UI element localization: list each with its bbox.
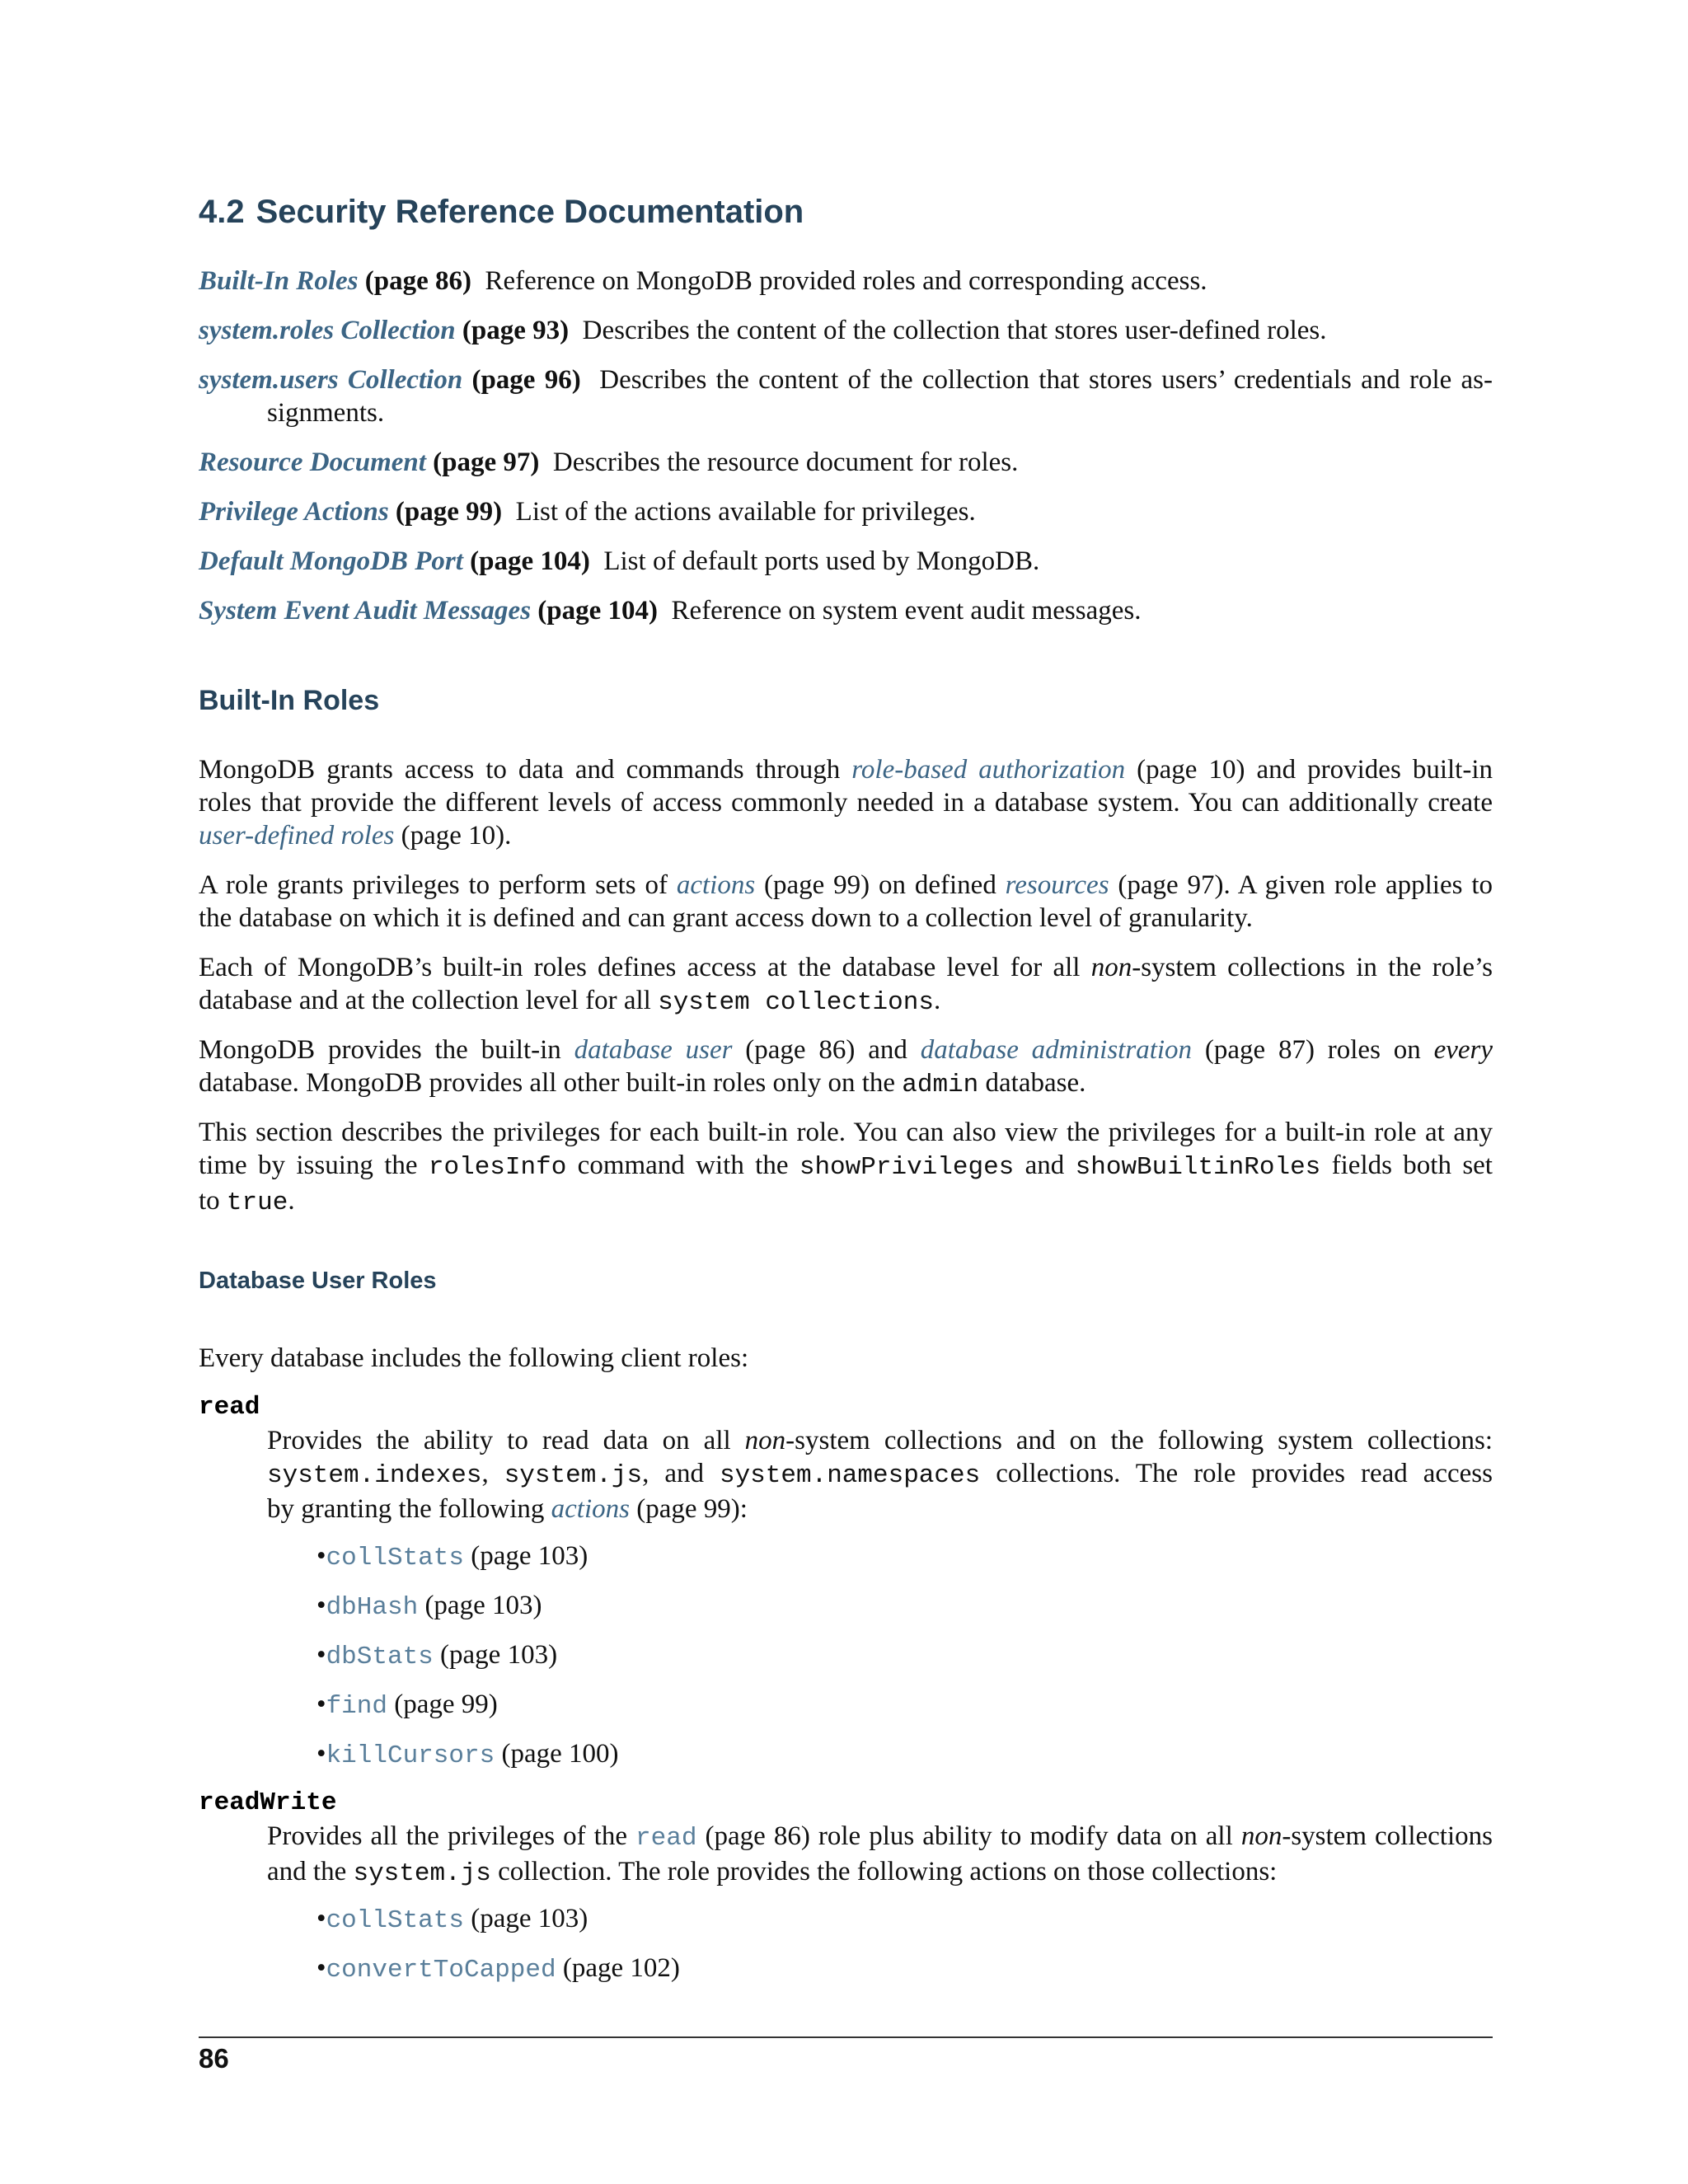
section-title: Security Reference Documentation [256,194,804,230]
action-link[interactable]: convertToCapped [326,1956,556,1985]
toc-link[interactable]: Built-In Roles [199,266,359,296]
toc-entry: System Event Audit Messages (page 104) Reference on system event audit messages. [199,596,1142,626]
action-link[interactable]: dbStats [326,1643,434,1671]
paragraph: MongoDB grants access to data and commands through role-based authorization (page 10) and provides built-in roles that provide the different levels of access commonly needed in a database system. You can additionally create user-defined roles (page 10). [199,755,1493,851]
toc-entry: Default MongoDB Port (page 104) List of default ports used by MongoDB. [199,546,1040,576]
action-link[interactable]: killCursors [326,1741,495,1770]
section-number: 4.2 [199,194,245,230]
built-in-roles-heading: Built-In Roles [199,685,380,716]
paragraph: MongoDB provides the built-in database user (page 86) and database administration (page 87) roles on every database. MongoDB provides all other built-in roles only on the admin database. [199,1035,1493,1099]
list-item: •dbHash (page 103) [316,1591,542,1622]
role-name-readwrite: readWrite [199,1788,337,1817]
role-description-read: Provides the ability to read data on all non-system collections and on the following system collections: system.indexes, system.js, and system.namespaces collections. The role provides read access by granting the following actions (page 99): [267,1426,1493,1524]
list-item: •dbStats (page 103) [316,1640,558,1671]
database-administration-link[interactable]: database administration [920,1035,1193,1065]
actions-link[interactable]: actions [551,1494,630,1524]
footer-divider [199,2036,1493,2038]
toc-entry: system.users Collection (page 96) Describes the content of the collection that stores users’ credentials and role as- signments. [199,365,1493,428]
page-number: 86 [199,2043,229,2074]
role-based-authorization-link[interactable]: role-based authorization [851,755,1126,785]
read-role-link[interactable]: read [635,1824,697,1853]
action-link[interactable]: find [326,1692,387,1721]
list-item: •collStats (page 103) [316,1904,588,1935]
role-name-read: read [199,1393,260,1422]
user-defined-roles-link[interactable]: user-defined roles [199,821,395,851]
section-heading [199,192,804,232]
list-item: •killCursors (page 100) [316,1739,619,1770]
paragraph: A role grants privileges to perform sets of actions (page 99) on defined resources (page 97). A given role applies to the database on which it is defined and can grant access down to a collection level of granularity. [199,870,1493,933]
toc-link[interactable]: Resource Document [199,448,426,477]
database-user-roles-heading: Database User Roles [199,1268,437,1294]
role-description-readwrite: Provides all the privileges of the read (page 86) role plus ability to modify data on all non-system collections and the system.js collection. The role provides the following actions on those collections: [267,1821,1493,1888]
toc-entry: system.roles Collection (page 93) Describes the content of the collection that stores user-defined roles. [199,316,1327,345]
toc-link[interactable]: system.users Collection [199,365,463,395]
action-link[interactable]: dbHash [326,1593,419,1622]
paragraph: Each of MongoDB’s built-in roles defines access at the database level for all non-system collections in the role’s database and at the collection level for all system collections. [199,953,1493,1017]
resources-link[interactable]: resources [1005,870,1109,900]
list-item: •convertToCapped (page 102) [316,1953,680,1985]
toc-link[interactable]: Default MongoDB Port [199,546,463,576]
action-link[interactable]: collStats [326,1906,464,1935]
paragraph: This section describes the privileges for each built-in role. You can also view the privileges for a built-in role at any time by issuing the rolesInfo command with the showPrivileges and showBuiltinRoles fields both set to true. [199,1118,1493,1217]
toc-entry: Resource Document (page 97) Describes the resource document for roles. [199,448,1019,477]
document-page [199,0,1493,2184]
list-item: •collStats (page 103) [316,1541,588,1572]
action-link[interactable]: collStats [326,1544,464,1572]
toc-link[interactable]: Privilege Actions [199,497,389,527]
actions-link[interactable]: actions [676,870,756,900]
database-user-link[interactable]: database user [574,1035,733,1065]
intro-text: Every database includes the following client roles: [199,1343,749,1373]
list-item: •find (page 99) [316,1690,498,1721]
toc-link[interactable]: system.roles Collection [199,316,456,345]
toc-entry: Privilege Actions (page 99) List of the actions available for privileges. [199,497,976,527]
toc-link[interactable]: System Event Audit Messages [199,596,532,626]
toc-entry: Built-In Roles (page 86) Reference on MongoDB provided roles and corresponding access. [199,266,1207,296]
